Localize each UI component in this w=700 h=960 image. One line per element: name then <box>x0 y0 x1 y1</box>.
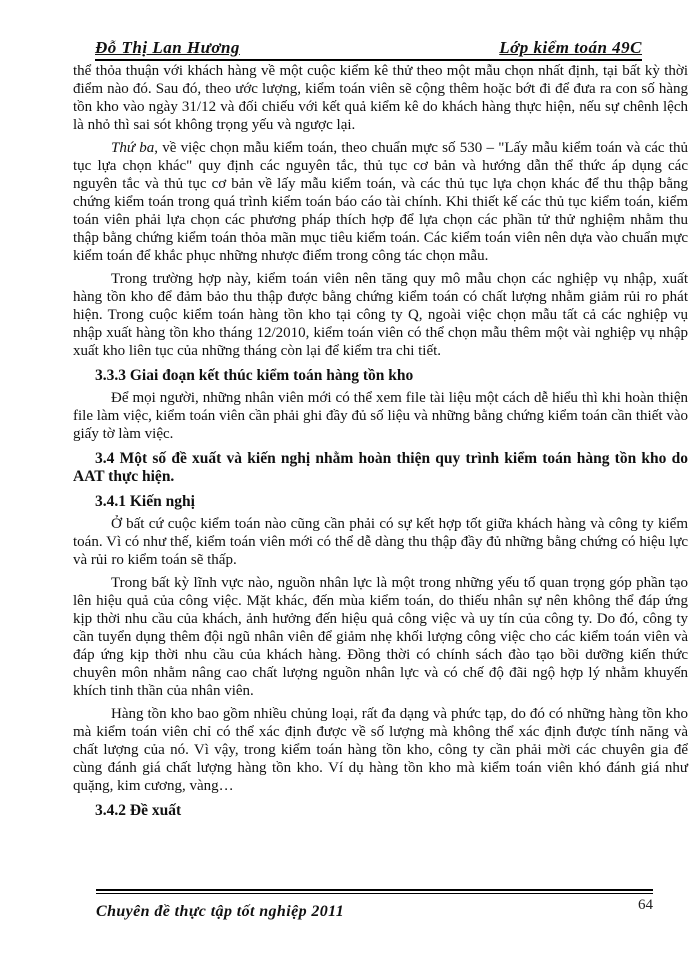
page-footer <box>96 889 653 921</box>
paragraph-de-moi-nguoi: Để mọi người, những nhân viên mới có thể xem file tài liệu một cách dễ hiểu thì khi hoàn thiện file làm việc, kiểm toán viên cần phải ghi đầy đủ số liệu và những bằng chứng kiểm toán cần thiết vào giấy tờ làm việc. <box>73 390 688 442</box>
heading-3-4: 3.4 Một số đề xuất và kiến nghị nhằm hoàn thiện quy trình kiểm toán hàng tồn kho do AAT thực hiện. <box>73 450 688 485</box>
document-body <box>73 62 688 824</box>
header-class: Lớp kiểm toán 49C <box>499 38 642 57</box>
page-header <box>95 38 642 61</box>
paragraph-thu-ba <box>73 139 688 265</box>
paragraph-continuation: thể thỏa thuận với khách hàng về một cuộc kiểm kê thử theo một mẫu chọn nhất định, tại bất kỳ thời điểm nào đó. Sau đó, theo ước lượng, kiểm toán viên sẽ cộng thêm hoặc bớt đi để đưa ra con số hàng tồn kho vào ngày 31/12 và đối chiếu với kết quả kiểm kê do khách hàng thực hiện, nếu sự chênh lệch là nhỏ thì sai sót không trọng yếu và ngược lại. <box>73 63 688 133</box>
paragraph-trong-bat-ky: Trong bất kỳ lĩnh vực nào, nguồn nhân lực là một trong những yếu tố quan trọng góp phần tạo lên hiệu quả của công việc. Mặt khác, đến mùa kiểm toán, do thiếu nhân sự nên không thể đáp ứng kịp thời nhu cầu của khách, ảnh hưởng đến hiệu quả công việc và uy tín của công ty. Do đó, công ty cần tuyển dụng thêm đội ngũ nhân viên để giảm nhẹ khối lượng công việc cho các kiểm toán viên và đáp ứng kịp thời nhu cầu của khách hàng. Đồng thời có chính sách đào tạo bồi dưỡng kiến thức chuyên môn nhằm nâng cao chất lượng nguồn nhân lực và có chế độ đãi ngộ hợp lý nhằm khuyến khích tinh thần của nhân viên. <box>73 575 688 699</box>
heading-3-3-3: 3.3.3 Giai đoạn kết thúc kiểm toán hàng tồn kho <box>95 367 414 384</box>
paragraph-trong-truong-hop: Trong trường hợp này, kiểm toán viên nên tăng quy mô mẫu chọn các nghiệp vụ nhập, xuất hàng tồn kho để đảm bảo thu thập được bằng chứng kiểm toán có chất lượng nhằm giảm rủi ro phát hiện. Trong cuộc kiểm toán hàng tồn kho tại công ty Q, ngoài việc chọn mẫu tất cả các nghiệp vụ nhập xuất hàng tồn kho tháng 12/2010, kiểm toán viên có thể chọn mẫu thêm một vài nghiệp vụ nhập xuất kho liên tục của những tháng còn lại để kiểm tra chi tiết. <box>73 271 688 359</box>
paragraph-lead-italic: Thứ ba <box>111 140 155 156</box>
footer-title: Chuyên đề thực tập tốt nghiệp 2011 <box>96 903 345 920</box>
footer-row <box>96 894 653 921</box>
page-number: 64 <box>638 897 653 913</box>
header-author: Đỗ Thị Lan Hương <box>95 38 240 57</box>
heading-3-4-2: 3.4.2 Đề xuất <box>95 802 182 819</box>
paragraph-o-bat-cu: Ở bất cứ cuộc kiểm toán nào cũng cần phải có sự kết hợp tốt giữa khách hàng và công ty kiểm toán. Vì có như thế, kiểm toán viên mới có thể dễ dàng thu thập đầy đủ những bằng chứng có hiệu lực và rủi ro kiểm toán sẽ thấp. <box>73 516 688 568</box>
paragraph-hang-ton-kho: Hàng tồn kho bao gồm nhiều chủng loại, rất đa dạng và phức tạp, do đó có những hàng tồn kho mà kiểm toán viên chỉ có thể xác định được về số lượng mà không thể xác định được tính năng và chất lượng của nó. Vì vậy, trong kiểm toán hàng tồn kho, công ty cần phải mời các chuyên gia để cùng đánh giá chất lượng hàng tồn kho. Ví dụ hàng tồn kho mà kiểm toán viên khó đánh giá như quặng, kim cương, vàng… <box>73 706 688 794</box>
heading-3-4-1: 3.4.1 Kiến nghị <box>95 493 195 510</box>
paragraph-thu-ba-text: , về việc chọn mẫu kiểm toán, theo chuẩn mực số 530 – "Lấy mẫu kiểm toán và các thủ tục lựa chọn khác" quy định các nguyên tắc, thủ tục cơ bản và hướng dẫn thể thức áp dụng các nguyên tắc và thủ tục cơ bản về lấy mẫu kiểm toán, và các thủ tục lựa chọn khác để thu thập bằng chứng kiểm toán trong quá trình kiểm toán báo cáo tài chính. Khi thiết kế các thủ tục kiểm toán, kiểm toán viên phải lựa chọn các phương pháp thích hợp để lựa chọn các phần tử thử nghiệm nhằm thu thập bằng chứng kiểm toán thỏa mãn mục tiêu kiểm toán. Các kiểm toán viên nên dựa vào chuẩn mực kiểm toán để khắc phục những nhược điểm trong công tác chọn mẫu. <box>73 140 688 264</box>
